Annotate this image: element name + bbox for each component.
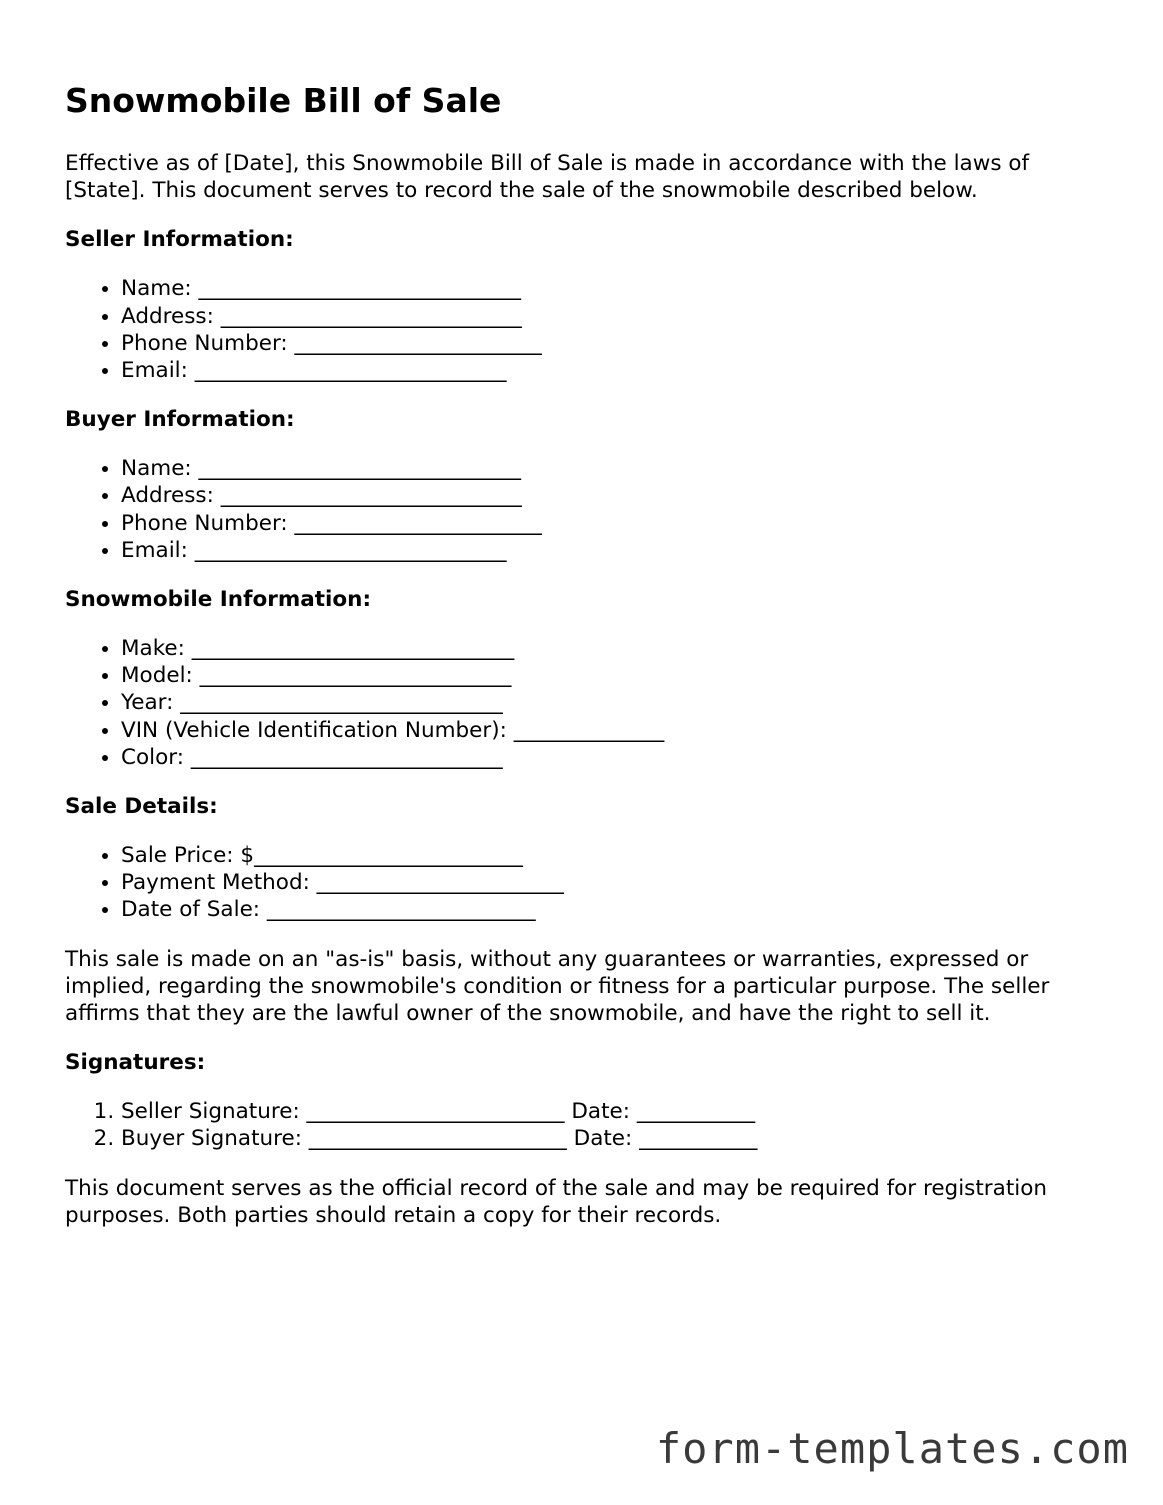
- buyer-email-field: • Email: _____________________________: [121, 537, 1105, 564]
- buyer-phone-field: • Phone Number: _______________________: [121, 510, 1105, 537]
- sale-list: [65, 842, 1105, 924]
- buyer-name-field: • Name: ______________________________: [121, 455, 1105, 482]
- seller-name-field: • Name: ______________________________: [121, 275, 1105, 302]
- seller-phone-field: • Phone Number: _______________________: [121, 330, 1105, 357]
- snowmobile-list: [65, 635, 1105, 771]
- snowmobile-heading: Snowmobile Information:: [65, 587, 372, 613]
- buyer-heading: Buyer Information:: [65, 407, 295, 433]
- buyer-signature-line: 2. Buyer Signature: ________________________ Date: ___________: [121, 1125, 1105, 1152]
- seller-heading: Seller Information:: [65, 227, 294, 253]
- watermark-brand: form-templates.com: [655, 1424, 1129, 1473]
- snowmobile-color-field: • Color: _____________________________: [121, 744, 1105, 771]
- seller-signature-line: 1. Seller Signature: ________________________ Date: ___________: [121, 1098, 1105, 1125]
- seller-address-field: • Address: ____________________________: [121, 303, 1105, 330]
- as-is-paragraph: This sale is made on an "as-is" basis, without any guarantees or warranties, expressed or implied, regarding the snowmobile's condition or fitness for a particular purpose. The seller affirms that they are the lawful owner of the snowmobile, and have the right to sell it.: [65, 946, 1050, 1027]
- signatures-heading: Signatures:: [65, 1050, 206, 1076]
- buyer-list: [65, 455, 1105, 564]
- snowmobile-model-field: • Model: _____________________________: [121, 662, 1105, 689]
- intro-paragraph: Effective as of [Date], this Snowmobile Bill of Sale is made in accordance with the laws of [State]. This document serves to record the sale of the snowmobile described below.: [65, 151, 1030, 204]
- sale-heading: Sale Details:: [65, 794, 218, 820]
- buyer-address-field: • Address: ____________________________: [121, 482, 1105, 509]
- snowmobile-year-field: • Year: ______________________________: [121, 689, 1105, 716]
- signatures-list: [65, 1098, 1105, 1152]
- snowmobile-vin-field: • VIN (Vehicle Identification Number): ______________: [121, 717, 1105, 744]
- closing-paragraph: This document serves as the official record of the sale and may be required for registration purposes. Both parties should retain a copy for their records.: [65, 1175, 1048, 1228]
- snowmobile-make-field: • Make: ______________________________: [121, 635, 1105, 662]
- document-page: [65, 80, 1105, 1229]
- document-title: Snowmobile Bill of Sale: [65, 81, 502, 120]
- payment-method-field: • Payment Method: _______________________: [121, 869, 1105, 896]
- seller-list: [65, 275, 1105, 384]
- sale-price-field: • Sale Price: $_________________________: [121, 842, 1105, 869]
- date-of-sale-field: • Date of Sale: _________________________: [121, 896, 1105, 923]
- seller-email-field: • Email: _____________________________: [121, 357, 1105, 384]
